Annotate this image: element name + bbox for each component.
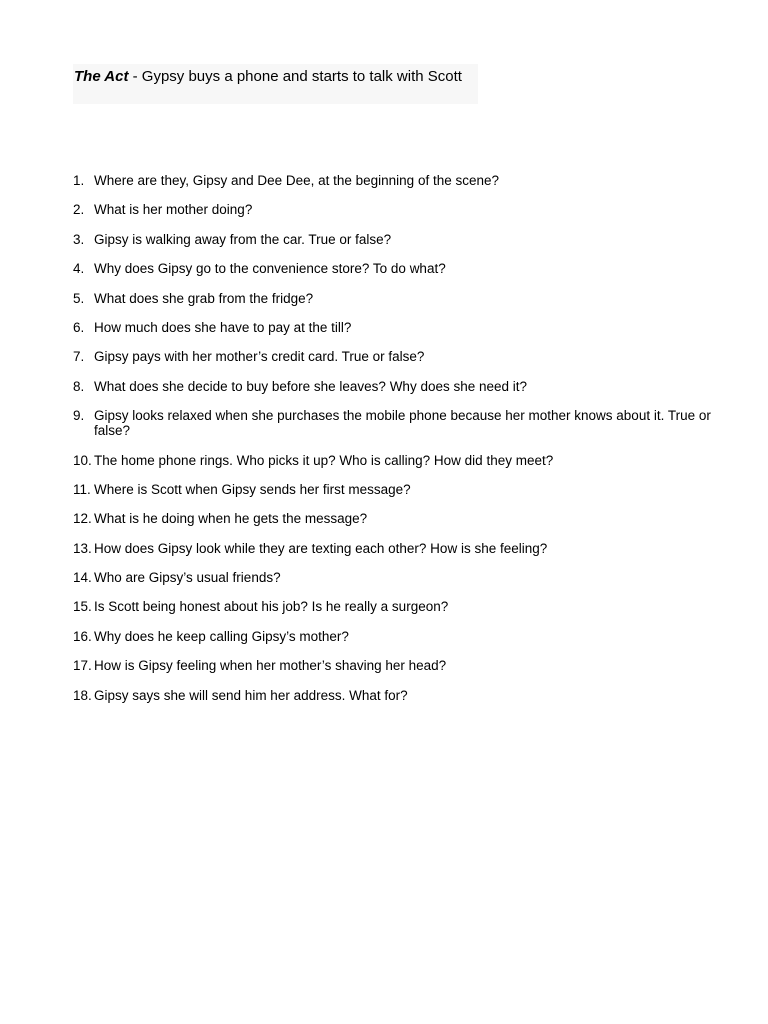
question-item: [73, 291, 728, 306]
question-item: [73, 541, 728, 556]
question-item: [73, 349, 728, 364]
question-item: [73, 658, 728, 673]
question-item: [73, 408, 728, 438]
question-number: 4.: [73, 261, 85, 277]
question-text: How is Gipsy feeling when her mother’s shaving her head?: [94, 658, 447, 674]
question-number: 2.: [73, 202, 85, 218]
question-number: 9.: [73, 408, 85, 424]
question-text: The home phone rings. Who picks it up? Who is calling? How did they meet?: [94, 452, 554, 468]
question-item: [73, 688, 728, 703]
question-text: Is Scott being honest about his job? Is he really a surgeon?: [94, 599, 449, 615]
question-text: Gipsy is walking away from the car. True or false?: [94, 231, 392, 247]
question-item: [73, 202, 728, 217]
question-text: How much does she have to pay at the till?: [94, 319, 352, 335]
title-subtitle: - Gypsy buys a phone and starts to talk with Scott: [128, 68, 462, 85]
question-number: 15.: [73, 599, 92, 615]
question-item: [73, 599, 728, 614]
document-title: [74, 68, 462, 86]
question-text: Where is Scott when Gipsy sends her first message?: [94, 481, 411, 497]
question-text: Gipsy says she will send him her address. What for?: [94, 687, 408, 703]
question-number: 13.: [73, 540, 92, 556]
question-number: 12.: [73, 511, 92, 527]
question-number: 3.: [73, 231, 85, 247]
question-number: 1.: [73, 173, 85, 188]
question-number: 7.: [73, 349, 85, 365]
question-text: Gipsy looks relaxed when she purchases the mobile phone because her mother knows about it. True or false?: [94, 408, 711, 439]
question-item: [73, 511, 728, 526]
question-number: 10.: [73, 452, 92, 468]
question-item: [73, 570, 728, 585]
question-text: What does she grab from the fridge?: [94, 290, 314, 306]
question-item: [73, 173, 728, 188]
question-item: [73, 320, 728, 335]
question-number: 6.: [73, 319, 85, 335]
question-text: What is he doing when he gets the message?: [94, 511, 368, 527]
question-text: How does Gipsy look while they are texting each other? How is she feeling?: [94, 540, 548, 556]
question-number: 14.: [73, 570, 92, 586]
question-number: 5.: [73, 290, 85, 306]
question-list: [73, 173, 728, 717]
question-item: [73, 379, 728, 394]
question-number: 11.: [73, 481, 91, 497]
question-text: Why does he keep calling Gipsy’s mother?: [94, 628, 349, 644]
question-text: Gipsy pays with her mother’s credit card. True or false?: [94, 349, 425, 365]
question-number: 8.: [73, 378, 85, 394]
question-item: [73, 482, 728, 497]
question-text: Who are Gipsy’s usual friends?: [94, 570, 281, 586]
question-item: [73, 261, 728, 276]
question-item: [73, 453, 728, 468]
question-number: 18.: [73, 687, 92, 703]
question-text: Why does Gipsy go to the convenience store? To do what?: [94, 261, 446, 277]
question-item: [73, 232, 728, 247]
question-text: Where are they, Gipsy and Dee Dee, at the beginning of the scene?: [94, 173, 499, 188]
question-text: What is her mother doing?: [94, 202, 253, 218]
question-number: 16.: [73, 628, 92, 644]
question-text: What does she decide to buy before she leaves? Why does she need it?: [94, 378, 528, 394]
question-item: [73, 629, 728, 644]
title-work: The Act: [74, 68, 129, 85]
question-number: 17.: [73, 658, 92, 674]
